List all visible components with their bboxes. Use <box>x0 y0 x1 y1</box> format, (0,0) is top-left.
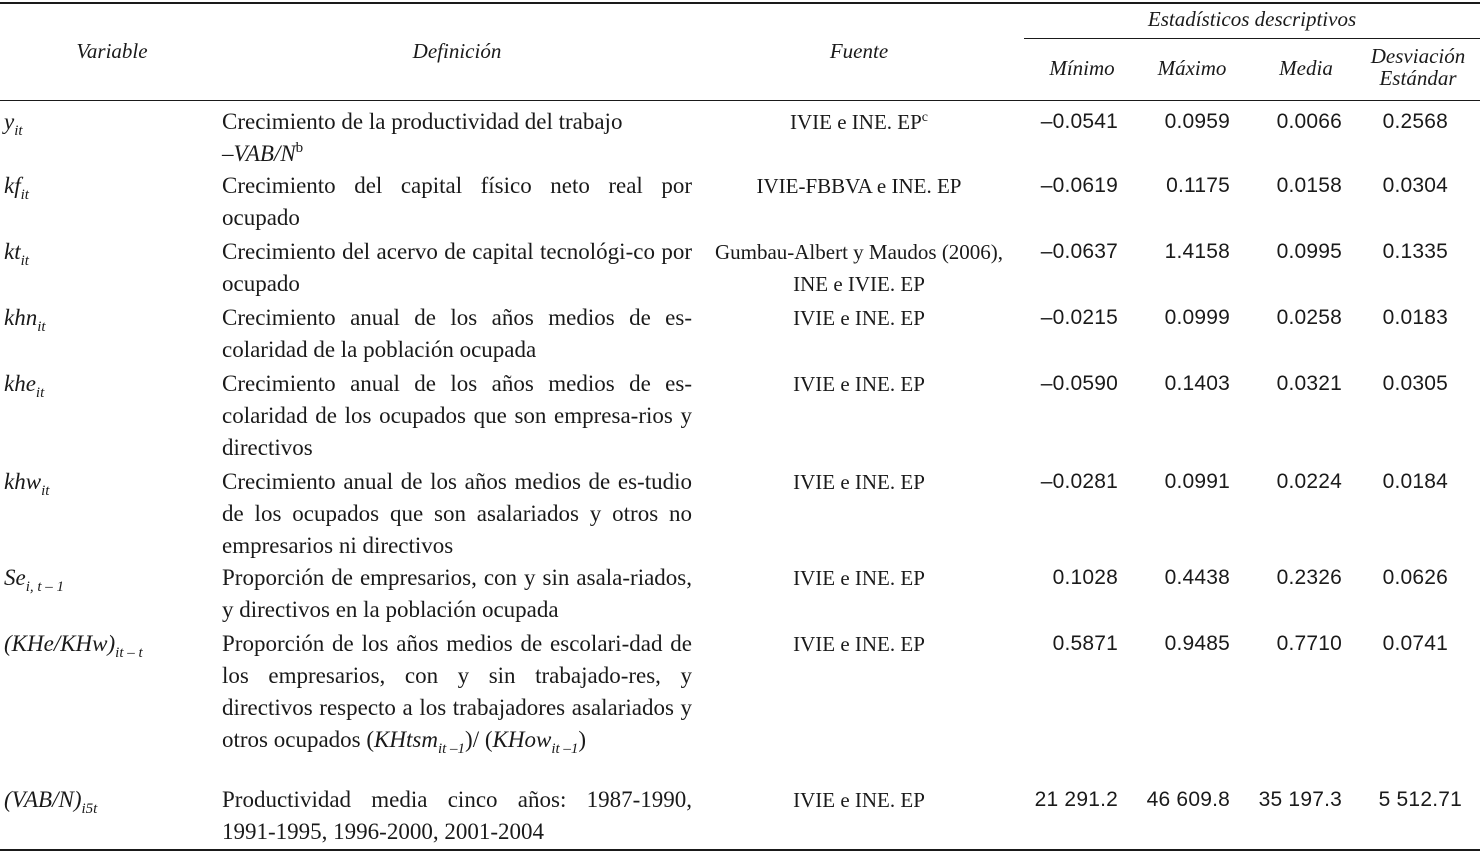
row-9-min: 21 291.2 <box>1034 788 1118 811</box>
table-header-rule <box>0 100 1480 101</box>
row-8-variable: $(KHe/KHw)_{it - t}$ <box>4 631 143 661</box>
row-5-source: IVIE e INE. EP <box>793 372 925 396</box>
row-6-sd: 0.0184 <box>1382 470 1448 493</box>
row-7-variable: $Se_{i, t - 1}$ <box>4 565 65 595</box>
table-bottom-rule <box>0 849 1480 851</box>
row-1-max: 0.0959 <box>1164 110 1230 133</box>
header-fuente: Fuente <box>829 39 889 63</box>
row-8-max: 0.9485 <box>1164 632 1230 655</box>
row-9-sd: 5 512.71 <box>1378 788 1462 811</box>
header-desviacion <box>1360 45 1476 89</box>
header-desviacion-line1: Desviación <box>1370 44 1466 68</box>
header-variable: Variable <box>76 39 148 63</box>
table-top-rule <box>0 2 1480 4</box>
header-maximo: Máximo <box>1157 56 1227 80</box>
row-8-definition: Proporción de los años medios de escolari-dad de los empresarios, con y sin trabajado-res, y directivos respecto a los trabajadores asalariados y otros ocupados (KHtsm$_{it -1}$)/ (KHow$_{it -1}$) <box>222 631 692 757</box>
row-6-min: –0.0281 <box>1040 470 1118 493</box>
row-5-sd: 0.0305 <box>1382 372 1448 395</box>
row-8-sd: 0.0741 <box>1382 632 1448 655</box>
row-2-source: IVIE-FBBVA e INE. EP <box>756 174 962 198</box>
row-3-source: Gumbau-Albert y Maudos (2006), INE e IVIE. EP <box>714 240 1004 296</box>
row-7-sd: 0.0626 <box>1382 566 1448 589</box>
row-6-max: 0.0991 <box>1164 470 1230 493</box>
row-4-source: IVIE e INE. EP <box>793 306 925 330</box>
row-3-sd: 0.1335 <box>1382 240 1448 263</box>
row-9-source: IVIE e INE. EP <box>793 788 925 812</box>
row-9-definition: Productividad media cinco años: 1987-1990, 1991-1995, 1996-2000, 2001-2004 <box>222 787 692 844</box>
row-2-max: 0.1175 <box>1166 174 1230 197</box>
header-estadisticos: Estadísticos descriptivos <box>1147 7 1357 31</box>
row-2-sd: 0.0304 <box>1382 174 1448 197</box>
header-media: Media <box>1279 56 1333 80</box>
row-8-media: 0.7710 <box>1276 632 1342 655</box>
row-2-min: –0.0619 <box>1040 174 1118 197</box>
row-4-definition: Crecimiento anual de los años medios de es-colaridad de la población ocupada <box>222 305 692 362</box>
row-9-variable: $(VAB/N)_{i5t}$ <box>4 787 98 817</box>
row-1-definition: Crecimiento de la productividad del trabajo $-VAB/N^b$ <box>222 109 623 166</box>
row-9-max: 46 609.8 <box>1146 788 1230 811</box>
row-1-media: 0.0066 <box>1276 110 1342 133</box>
row-8-min: 0.5871 <box>1052 632 1118 655</box>
row-7-media: 0.2326 <box>1276 566 1342 589</box>
row-6-variable: khw$_{it}$ <box>4 469 50 499</box>
row-1-sd: 0.2568 <box>1382 110 1448 133</box>
row-5-max: 0.1403 <box>1164 372 1230 395</box>
row-1-variable: $y_{it}$ <box>4 109 23 139</box>
row-9-media: 35 197.3 <box>1258 788 1342 811</box>
header-desviacion-line2: Estándar <box>1379 66 1457 90</box>
row-7-max: 0.4438 <box>1164 566 1230 589</box>
header-definicion: Definición <box>412 39 502 63</box>
row-3-definition: Crecimiento del acervo de capital tecnológi-co por ocupado <box>222 239 692 296</box>
row-7-min: 0.1028 <box>1052 566 1118 589</box>
stats-group-rule <box>1024 38 1480 39</box>
row-3-variable: $kt_{it}$ <box>4 239 29 269</box>
row-4-sd: 0.0183 <box>1382 306 1448 329</box>
row-2-variable: $kf_{it}$ <box>4 173 29 203</box>
row-4-variable: khn$_{it}$ <box>4 305 46 335</box>
row-5-variable: khe$_{it}$ <box>4 371 45 401</box>
row-3-media: 0.0995 <box>1276 240 1342 263</box>
row-6-media: 0.0224 <box>1276 470 1342 493</box>
row-4-min: –0.0215 <box>1040 306 1118 329</box>
row-3-min: –0.0637 <box>1040 240 1118 263</box>
row-7-definition: Proporción de empresarios, con y sin asala-riados, y directivos en la población ocupada <box>222 565 692 622</box>
header-minimo: Mínimo <box>1049 56 1115 80</box>
row-4-media: 0.0258 <box>1276 306 1342 329</box>
row-6-source: IVIE e INE. EP <box>793 470 925 494</box>
row-7-source: IVIE e INE. EP <box>793 566 925 590</box>
row-2-media: 0.0158 <box>1276 174 1342 197</box>
row-1-min: –0.0541 <box>1040 110 1118 133</box>
row-5-media: 0.0321 <box>1276 372 1342 395</box>
row-8-source: IVIE e INE. EP <box>793 632 925 656</box>
row-5-definition: Crecimiento anual de los años medios de es-colaridad de los ocupados que son empresa-rios y directivos <box>222 371 692 460</box>
row-4-max: 0.0999 <box>1164 306 1230 329</box>
row-2-definition: Crecimiento del capital físico neto real por ocupado <box>222 173 692 230</box>
row-3-max: 1.4158 <box>1164 240 1230 263</box>
row-1-source: IVIE e INE. $EP^c$ <box>789 110 928 134</box>
row-6-definition: Crecimiento anual de los años medios de es-tudio de los ocupados que son asalariados y otros no empresarios ni directivos <box>222 469 692 558</box>
row-5-min: –0.0590 <box>1040 372 1118 395</box>
